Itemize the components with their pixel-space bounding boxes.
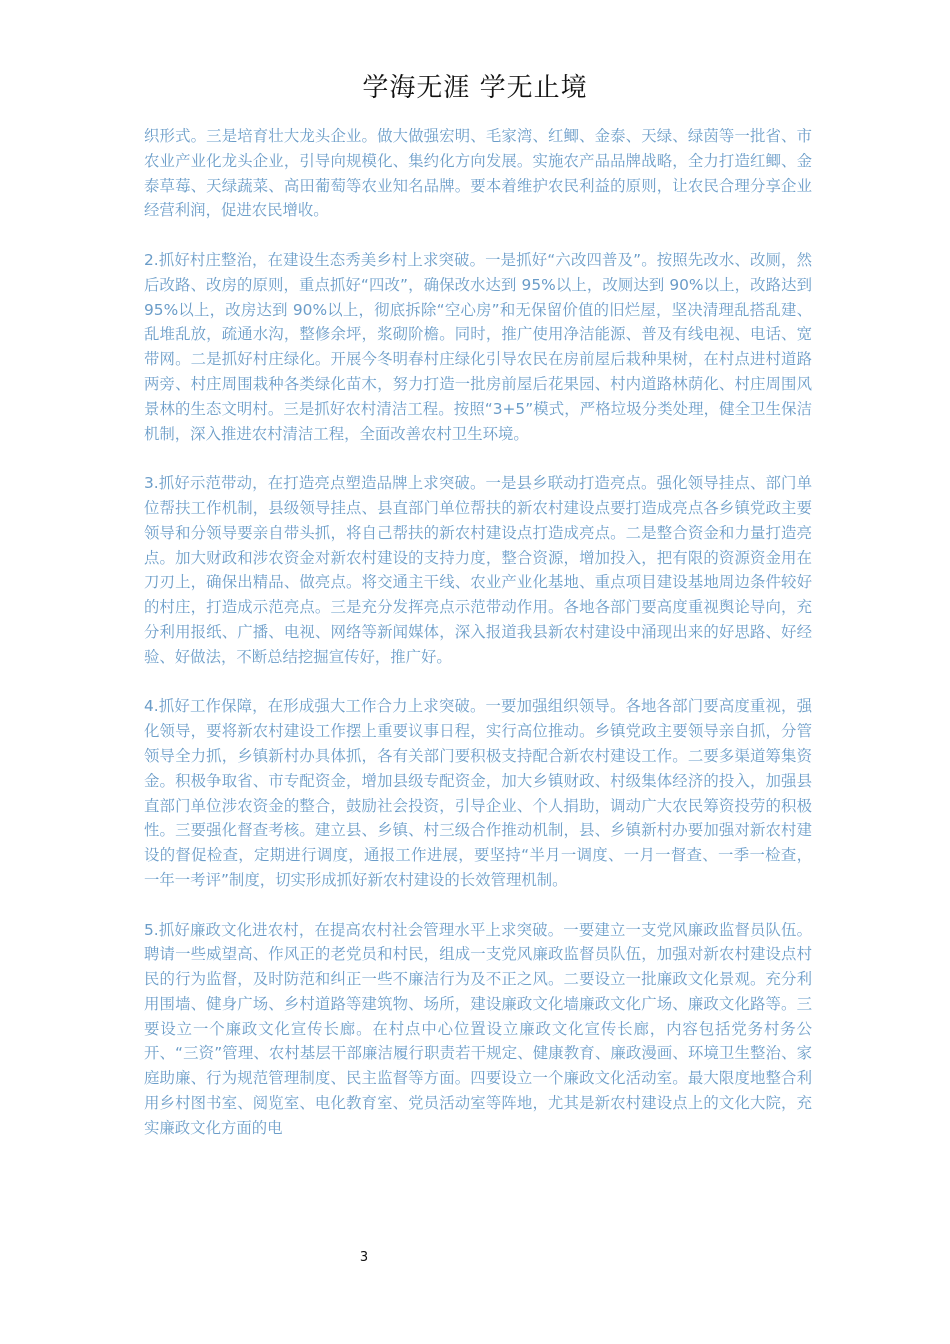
paragraph-continuation: 织形式。三是培育壮大龙头企业。做大做强宏明、毛家湾、红鲫、金泰、天绿、绿茵等一批省、市农业产业化龙头企业，引导向规模化、集约化方向发展。实施农产品品牌战略，全力打造红鲫、金泰草莓、天绿蔬菜、高田葡萄等农业知名品牌。要本着维护农民利益的原则，让农民合理分享企业经营利润，促进农民增收。 — [144, 127, 812, 220]
page-header-title: 学海无涯 学无止境 — [362, 73, 588, 103]
paragraph-clean-government-culture: 5.抓好廉政文化进农村，在提高农村社会管理水平上求突破。一要建立一支党风廉政监督员队伍。聘请一些威望高、作风正的老党员和村民，组成一支党风廉政监督员队伍，加强对新农村建设点村民的行为监督，及时防范和纠正一些不廉洁行为及不正之风。二要设立一批廉政文化景观。充分利用围墙、健身广场、乡村道路等建筑物、场所，建设廉政文化墙廉政文化广场、廉政文化路等。三要设立一个廉政文化宣传长廊。在村点中心位置设立廉政文化宣传长廊，内容包括党务村务公开、“三资”管理、农村基层干部廉洁履行职责若干规定、健康教育、廉政漫画、环境卫生整治、家庭助廉、行为规范管理制度、民主监督等方面。四要设立一个廉政文化活动室。最大限度地整合利用乡村图书室、阅览室、电化教育室、党员活动室等阵地，尤其是新农村建设点上的文化大院，充实廉政文化方面的电 — [144, 920, 812, 1137]
page-number: 3 — [359, 1250, 369, 1265]
document-body — [144, 124, 812, 1141]
paragraph-work-guarantee: 4.抓好工作保障，在形成强大工作合力上求突破。一要加强组织领导。各地各部门要高度重视，强化领导，要将新农村建设工作摆上重要议事日程，实行高位推动。乡镇党政主要领导亲自抓，分管领导全力抓，乡镇新村办具体抓，各有关部门要积极支持配合新农村建设工作。二要多渠道筹集资金。积极争取省、市专配资金，增加县级专配资金，加大乡镇财政、村级集体经济的投入，加强县直部门单位涉农资金的整合，鼓励社会投资，引导企业、个人捐助，调动广大农民筹资投劳的积极性。三要强化督查考核。建立县、乡镇、村三级合作推动机制，县、乡镇新村办要加强对新农村建设的督促检查，定期进行调度，通报工作进展，要坚持“半月一调度、一月一督查、一季一检查，一年一考评”制度，切实形成抓好新农村建设的长效管理机制。 — [144, 697, 812, 889]
paragraph-demonstration: 3.抓好示范带动，在打造亮点塑造品牌上求突破。一是县乡联动打造亮点。强化领导挂点、部门单位帮扶工作机制，县级领导挂点、县直部门单位帮扶的新农村建设点要打造成亮点各乡镇党政主要领导和分领导要亲自带头抓，将自己帮扶的新农村建设点打造成亮点。二是整合资金和力量打造亮点。加大财政和涉农资金对新农村建设的支持力度，整合资源，增加投入，把有限的资源资金用在刀刃上，确保出精品、做亮点。将交通主干线、农业产业化基地、重点项目建设基地周边条件较好的村庄，打造成示范亮点。三是充分发挥亮点示范带动作用。各地各部门要高度重视舆论导向，充分利用报纸、广播、电视、网络等新闻媒体，深入报道我县新农村建设中涌现出来的好思路、好经验、好做法，不断总结挖掘宣传好，推广好。 — [144, 474, 812, 666]
paragraph-village-renovation: 2.抓好村庄整治，在建设生态秀美乡村上求突破。一是抓好“六改四普及”。按照先改水、改厕，然后改路、改房的原则，重点抓好“四改”，确保改水达到 95%以上，改厕达到 90%以上，改路达到 95%以上，改房达到 90%以上，彻底拆除“空心房”和无保留价值的旧烂屋，坚决清理乱搭乱建、乱堆乱放，疏通水沟，整修余坪，浆砌阶檐。同时，推广使用净洁能源、普及有线电视、电话、宽带网。二是抓好村庄绿化。开展今冬明春村庄绿化引导农民在房前屋后栽种果树，在村点进村道路两旁、村庄周围栽种各类绿化苗木，努力打造一批房前屋后花果园、村内道路林荫化、村庄周围风景林的生态文明村。三是抓好农村清洁工程。按照“3+5”模式，严格垃圾分类处理，健全卫生保洁机制，深入推进农村清洁工程，全面改善农村卫生环境。 — [144, 250, 812, 443]
